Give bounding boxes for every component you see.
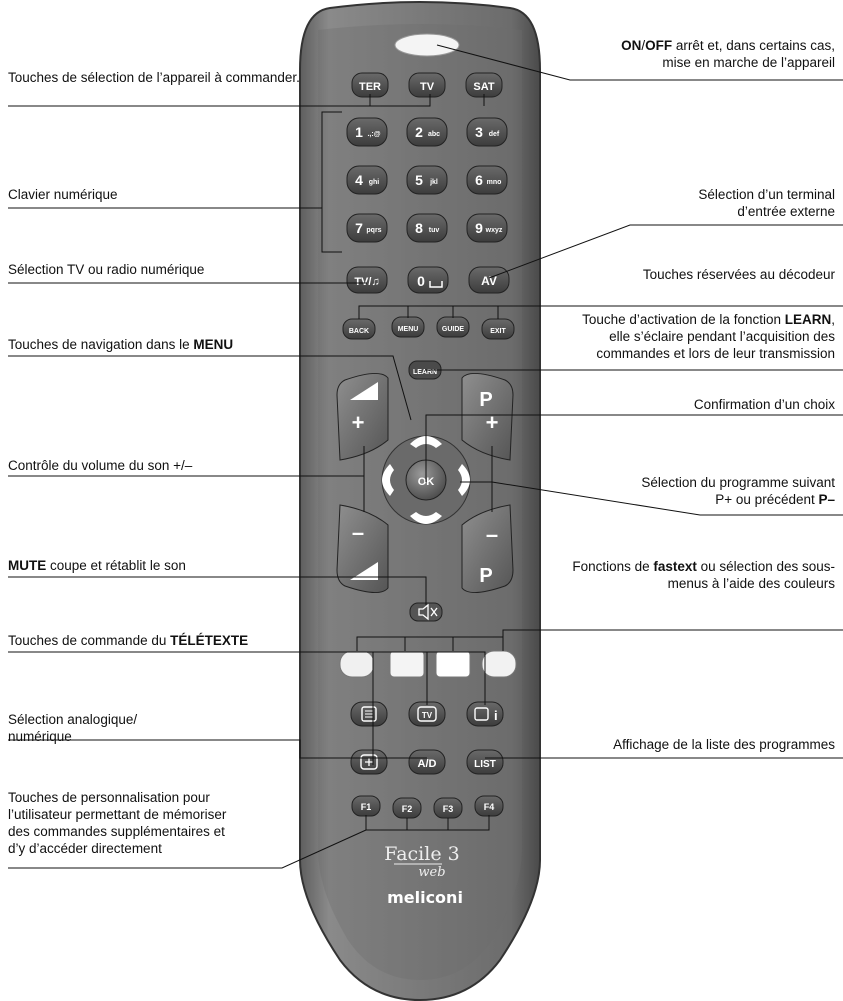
- teletext-keys: [351, 702, 503, 726]
- row-tvradio: [347, 267, 509, 293]
- color-key-2[interactable]: [390, 651, 424, 677]
- color-key-1[interactable]: [340, 651, 374, 677]
- digit-key-3-label: 3: [475, 124, 483, 140]
- tv-teletext-key-label: TV: [421, 711, 433, 720]
- label-external-terminal: Sélection d’un terminal d’entrée externe: [698, 187, 835, 219]
- av-key-label: AV: [481, 274, 497, 288]
- digit-key-6-letters: mno: [486, 179, 502, 186]
- digit-key-7-label: 7: [355, 220, 363, 236]
- label-on-off: ON/OFF arrêt et, dans certains cas, mise en marche de l’appareil: [621, 38, 835, 70]
- ad-key-label: A/D: [417, 758, 437, 770]
- label-mute: MUTE coupe et rétablit le son: [8, 558, 186, 573]
- digit-key-2-letters: abc: [427, 131, 441, 138]
- f1-label: F1: [360, 802, 372, 812]
- learn-key-label: LEARN: [412, 369, 438, 376]
- digit-key-3-letters: def: [488, 131, 500, 138]
- digit-key-1-letters: .,:@: [367, 131, 381, 138]
- program-plus-label: +: [485, 410, 499, 435]
- ter-key-label: TER: [359, 81, 381, 93]
- zero-key-label: 0: [417, 273, 425, 289]
- power-button[interactable]: [395, 34, 459, 56]
- back-key-label: BACK: [348, 328, 370, 335]
- tv-key-label: TV: [419, 81, 435, 93]
- digit-key-9-letters: wxyz: [485, 227, 503, 234]
- label-program: Sélection du programme suivant P+ ou précédent P–: [641, 475, 835, 507]
- digit-key-8-letters: tuv: [428, 227, 440, 234]
- f2-label: F2: [401, 804, 413, 814]
- numeric-keypad: [347, 118, 507, 242]
- label-teletext: Touches de commande du TÉLÉTEXTE: [8, 633, 249, 648]
- label-device-selection: Touches de sélection de l’appareil à commander.: [8, 70, 300, 85]
- volume-minus-label: –: [351, 520, 365, 545]
- mute-key[interactable]: [410, 603, 442, 621]
- label-fastext: Fonctions de fastext ou sélection des sous- menus à l’aide des couleurs: [572, 559, 835, 591]
- label-volume: Contrôle du volume du son +/–: [8, 458, 193, 473]
- label-personalisation: Touches de personnalisation pour l’utilisateur permettant de mémoriser des commandes supplémentaires et d’y d’accéder directement: [8, 790, 227, 856]
- brand-model: Facile 3: [384, 843, 460, 865]
- label-keypad: Clavier numérique: [8, 187, 118, 202]
- program-up-p-label: P: [479, 389, 493, 411]
- digit-key-4-letters: ghi: [368, 179, 380, 186]
- label-decoder: Touches réservées au décodeur: [642, 267, 835, 282]
- svg-text:i: i: [494, 708, 498, 723]
- brand-sub: web: [418, 865, 446, 880]
- digit-key-5-letters: jkl: [430, 179, 438, 186]
- digit-key-4-label: 4: [355, 172, 363, 188]
- brand-logo: meliconi: [387, 888, 463, 907]
- ok-label: OK: [417, 476, 435, 488]
- digit-key-5-label: 5: [415, 172, 423, 188]
- color-key-4[interactable]: [482, 651, 516, 677]
- zero-key[interactable]: [408, 267, 448, 293]
- guide-key-label: GUIDE: [441, 326, 465, 333]
- label-tv-radio: Sélection TV ou radio numérique: [8, 262, 205, 277]
- analog-row: [351, 750, 503, 774]
- device-selection-keys: [352, 73, 502, 97]
- label-program-list: Affichage de la liste des programmes: [613, 737, 835, 752]
- exit-key-label: EXIT: [490, 328, 506, 335]
- f4-label: F4: [483, 802, 495, 812]
- label-analog-digital: Sélection analogique/ numérique: [8, 712, 138, 744]
- program-minus-label: –: [485, 522, 499, 547]
- digit-key-3[interactable]: [467, 118, 507, 146]
- tv-radio-key-label: TV/♫: [354, 276, 380, 288]
- sat-key-label: SAT: [473, 81, 495, 93]
- f3-label: F3: [442, 804, 454, 814]
- label-learn: Touche d’activation de la fonction LEARN, elle s’éclaire pendant l’acquisition des commandes et lors de leur transmission: [582, 312, 835, 361]
- volume-plus-label: +: [351, 410, 365, 435]
- digit-key-2-label: 2: [415, 124, 423, 140]
- menu-key-label: MENU: [397, 326, 419, 333]
- digit-key-6-label: 6: [475, 172, 483, 188]
- digit-key-4[interactable]: [347, 166, 387, 194]
- program-down-p-label: P: [479, 565, 493, 587]
- digit-key-1-label: 1: [355, 124, 363, 140]
- digit-key-8-label: 8: [415, 220, 423, 236]
- label-confirmation: Confirmation d’un choix: [693, 397, 835, 412]
- digit-key-7-letters: pqrs: [366, 227, 382, 234]
- color-key-3[interactable]: [436, 651, 470, 677]
- digit-key-5[interactable]: [407, 166, 447, 194]
- label-menu-navigation: Touches de navigation dans le MENU: [8, 337, 234, 352]
- list-key-label: LIST: [474, 759, 496, 770]
- digit-key-8[interactable]: [407, 214, 447, 242]
- digit-key-9-label: 9: [475, 220, 483, 236]
